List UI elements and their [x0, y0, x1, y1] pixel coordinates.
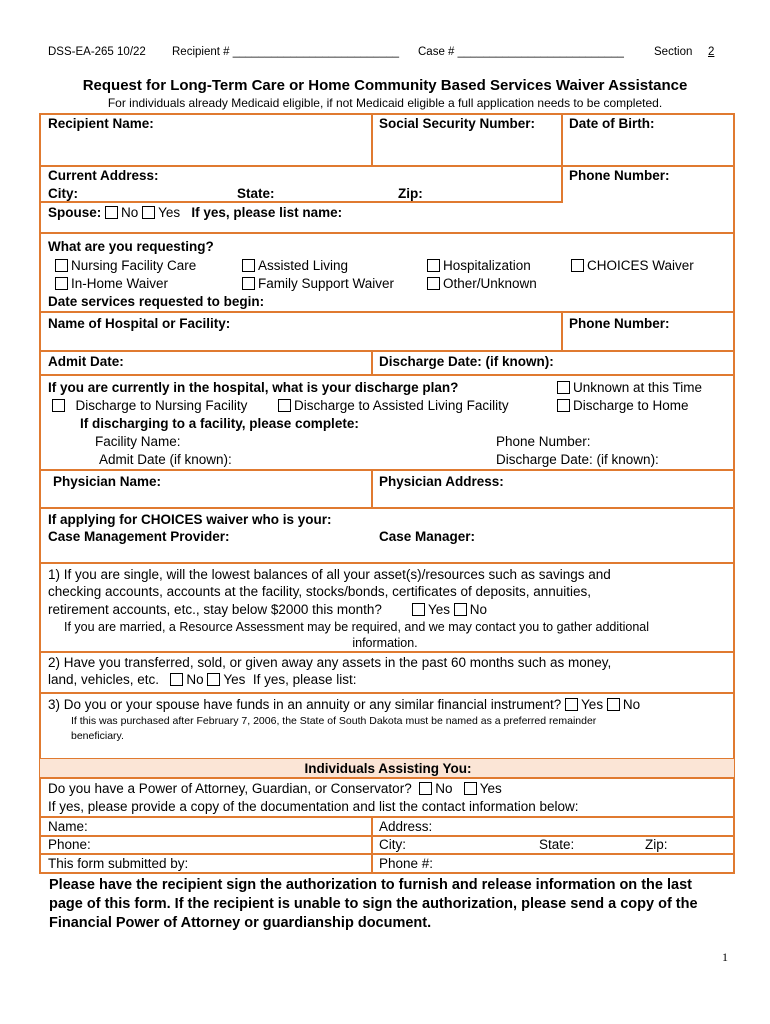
spouse-label: Spouse: — [48, 205, 102, 220]
page-subtitle: For individuals already Medicaid eligible, if not Medicaid eligible a full application needs to be completed. — [107, 96, 663, 110]
state-label: State: — [237, 186, 275, 201]
discharge-date-label: Discharge Date: (if known): — [379, 354, 554, 369]
spouse-yes-checkbox[interactable] — [142, 206, 155, 219]
q3-yes-checkbox[interactable] — [565, 698, 578, 711]
option-inhome — [55, 276, 168, 291]
to-home-checkbox[interactable] — [557, 399, 570, 412]
q1-line2: checking accounts, accounts at the facility, stocks/bonds, certificates of deposits, annuities, — [48, 584, 592, 599]
case-number: Case # __________________________ — [418, 46, 624, 58]
recipient-phone-label: Phone Number: — [569, 168, 670, 183]
q1-yes-checkbox[interactable] — [412, 603, 425, 616]
assist-zip-label: Zip: — [645, 837, 668, 852]
address-label: Current Address: — [48, 168, 159, 183]
to-assisted-label: Discharge to Assisted Living Facility — [294, 398, 509, 413]
assist-phone-label: Phone: — [48, 837, 91, 852]
choices-intro: If applying for CHOICES waiver who is your: — [48, 512, 332, 527]
q2-line1: 2) Have you transferred, sold, or given away any assets in the past 60 months such as money, — [48, 655, 612, 670]
zip-label: Zip: — [398, 186, 423, 201]
hospitalization-label: Hospitalization — [443, 258, 531, 273]
to-assisted-checkbox[interactable] — [278, 399, 291, 412]
q3-yes-label: Yes — [581, 697, 604, 712]
discharge-plan-question: If you are currently in the hospital, what is your discharge plan? — [48, 380, 459, 395]
nursing-label: Nursing Facility Care — [71, 258, 197, 273]
q3-no-checkbox[interactable] — [607, 698, 620, 711]
q1-no-label: No — [469, 602, 488, 617]
form-id: DSS-EA-265 10/22 — [48, 46, 146, 58]
admit-date-label: Admit Date: — [48, 354, 124, 369]
assist-name-label: Name: — [48, 819, 88, 834]
q3-line1: 3) Do you or your spouse have funds in an annuity or any similar financial instrument? — [48, 697, 562, 712]
family-checkbox[interactable] — [242, 277, 255, 290]
q1-note2: information. — [352, 636, 418, 650]
case-manager-label: Case Manager: — [379, 529, 476, 544]
fac-discharge-label: Discharge Date: (if known): — [496, 452, 659, 467]
page-number: 1 — [722, 950, 728, 964]
assist-city-label: City: — [379, 837, 406, 852]
assisting-heading: Individuals Assisting You: — [304, 761, 472, 776]
section-number: 2 — [708, 46, 715, 58]
poa-row — [48, 781, 502, 796]
q2-no-label: No — [186, 672, 204, 687]
q2-line2-row — [48, 672, 356, 687]
assist-address-label: Address: — [379, 819, 433, 834]
option-choices — [571, 258, 694, 273]
spouse-no-label: No — [121, 205, 139, 220]
case-provider-label: Case Management Provider: — [48, 529, 230, 544]
choices-label: CHOICES Waiver — [587, 258, 694, 273]
hospitalization-checkbox[interactable] — [427, 259, 440, 272]
q3-note2: beneficiary. — [71, 730, 124, 742]
option-other — [427, 276, 537, 291]
recipient-number: Recipient # __________________________ — [172, 46, 400, 58]
q3-note1: If this was purchased after February 7, 2006, the State of South Dakota must be named as a preferred remainder — [71, 715, 597, 727]
poa-copy-note: If yes, please provide a copy of the documentation and list the contact information below: — [48, 799, 579, 814]
fac-admit-label: Admit Date (if known): — [99, 452, 232, 467]
unknown-label: Unknown at this Time — [573, 380, 703, 395]
option-to-assisted — [278, 398, 509, 413]
requesting-question: What are you requesting? — [48, 239, 214, 254]
poa-question: Do you have a Power of Attorney, Guardian, or Conservator? — [48, 781, 412, 796]
option-family — [242, 276, 394, 291]
inhome-checkbox[interactable] — [55, 277, 68, 290]
unknown-checkbox[interactable] — [557, 381, 570, 394]
q3-no-label: No — [622, 697, 641, 712]
spouse-row — [48, 205, 342, 220]
facility-name-label: Name of Hospital or Facility: — [48, 316, 231, 331]
other-label: Other/Unknown — [443, 276, 537, 291]
dob-label: Date of Birth: — [569, 116, 655, 131]
q1-note1: If you are married, a Resource Assessment may be required, and we may contact you to gather additional — [64, 620, 650, 634]
family-label: Family Support Waiver — [258, 276, 395, 291]
to-nursing-checkbox[interactable] — [52, 399, 65, 412]
poa-no-label: No — [435, 781, 453, 796]
physician-address-label: Physician Address: — [379, 474, 504, 489]
option-hospitalization — [427, 258, 531, 273]
section-label: Section — [654, 46, 693, 58]
spouse-yes-label: Yes — [158, 205, 181, 220]
spouse-no-checkbox[interactable] — [105, 206, 118, 219]
page-title: Request for Long-Term Care or Home Community Based Services Waiver Assistance — [82, 77, 688, 94]
q1-yes-label: Yes — [427, 602, 450, 617]
q2-line2: land, vehicles, etc. — [48, 672, 160, 687]
q1-line3-row — [48, 602, 487, 617]
option-to-nursing — [52, 398, 247, 413]
q1-no-checkbox[interactable] — [454, 603, 467, 616]
to-home-label: Discharge to Home — [573, 398, 689, 413]
option-nursing — [55, 258, 196, 273]
q2-no-checkbox[interactable] — [170, 673, 183, 686]
poa-yes-checkbox[interactable] — [464, 782, 477, 795]
option-unknown — [557, 380, 702, 395]
poa-yes-label: Yes — [479, 781, 502, 796]
date-begin-label: Date services requested to begin: — [48, 294, 265, 309]
q2-yes-checkbox[interactable] — [207, 673, 220, 686]
to-nursing-label: Discharge to Nursing Facility — [75, 398, 248, 413]
assist-state-label: State: — [539, 837, 575, 852]
city-label: City: — [48, 186, 78, 201]
assisted-checkbox[interactable] — [242, 259, 255, 272]
if-facility-label: If discharging to a facility, please complete: — [80, 416, 359, 431]
submitted-phone-label: Phone #: — [379, 856, 434, 871]
option-assisted — [242, 258, 348, 273]
fac-phone-label: Phone Number: — [496, 434, 591, 449]
facility-phone-label: Phone Number: — [569, 316, 670, 331]
option-to-home — [557, 398, 689, 413]
spouse-name-label: If yes, please list name: — [191, 205, 343, 220]
inhome-label: In-Home Waiver — [71, 276, 169, 291]
recipient-name-label: Recipient Name: — [48, 116, 154, 131]
fac-name-label: Facility Name: — [95, 434, 181, 449]
physician-name-label: Physician Name: — [53, 474, 162, 489]
other-checkbox[interactable] — [427, 277, 440, 290]
q3-row — [48, 697, 640, 712]
q2-yes-label: Yes — [223, 672, 246, 687]
q2-list-label: If yes, please list: — [252, 672, 357, 687]
choices-checkbox[interactable] — [571, 259, 584, 272]
q1-line1: 1) If you are single, will the lowest balances of all your asset(s)/resources such as savings and — [48, 567, 611, 582]
nursing-checkbox[interactable] — [55, 259, 68, 272]
ssn-label: Social Security Number: — [379, 116, 536, 131]
signature-instructions: Please have the recipient sign the authorization to furnish and release information on the last page of this form. If the recipient is unable to sign the authorization, please send a copy of the Financial Power of Attorney or guardianship document. — [49, 877, 698, 931]
submitted-by-label: This form submitted by: — [48, 856, 189, 871]
q1-line3: retirement accounts, etc., stay below $2000 this month? — [48, 602, 382, 617]
assisted-label: Assisted Living — [258, 258, 349, 273]
poa-no-checkbox[interactable] — [419, 782, 432, 795]
